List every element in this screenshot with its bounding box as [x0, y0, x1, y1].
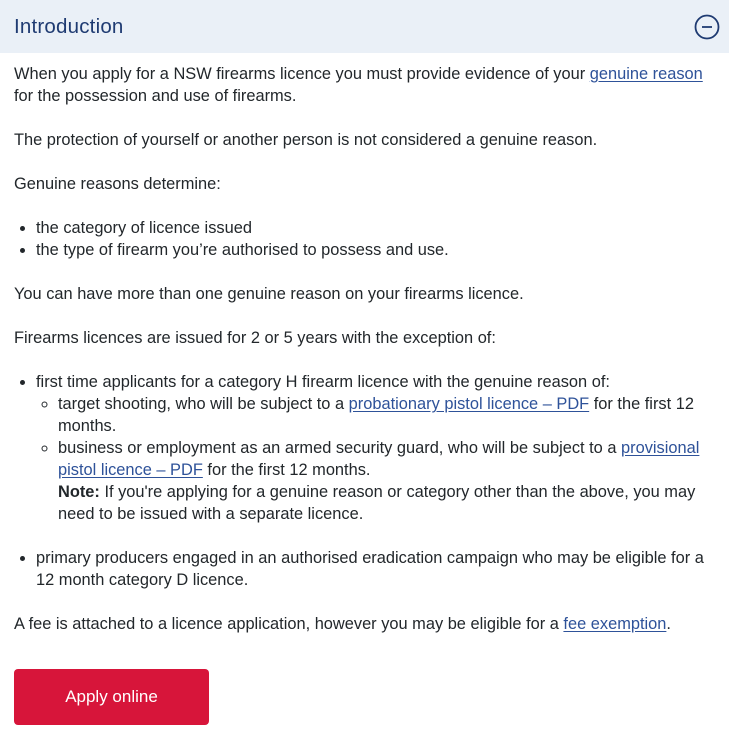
genuine-reason-link[interactable]: genuine reason [589, 65, 703, 83]
accordion-content [0, 53, 729, 725]
genuine-reasons-list [14, 217, 721, 261]
exceptions-list [14, 371, 721, 591]
accordion-title: Introduction [14, 14, 124, 38]
genuine-reasons-heading: Genuine reasons determine: [14, 175, 221, 193]
list-item: • first time applicants for a category H firearm licence with the genuine reason of: ◦ target shooting, who will be subject to a probationary pistol licence – PDF for the first 12 months. ◦ business or employment as an armed security guard, who will be subject to a provisional pistol licence – PDF for the first 12 months. Note: If you're applying for a genuine reason or category other than the above, you may need to be issued with a separate licence. [36, 371, 721, 525]
provisional-pistol-licence-link[interactable]: provisional pistol licence – PDF [58, 439, 700, 479]
list-item: ◦ business or employment as an armed security guard, who will be subject to a provisional pistol licence – PDF for the first 12 months. Note: If you're applying for a genuine reason or category other than the above, you may need to be issued with a separate licence. [58, 437, 721, 525]
minus-circle-icon[interactable] [694, 14, 720, 40]
intro-paragraph: When you apply for a NSW firearms licence you must provide evidence of your genuine reason for the possession and use of firearms. [14, 65, 703, 105]
accordion-header[interactable] [0, 0, 729, 53]
list-item: ◦ target shooting, who will be subject to a probationary pistol licence – PDF for the first 12 months. [58, 393, 721, 437]
fee-paragraph: A fee is attached to a licence application, however you may be eligible for a fee exemption. [14, 615, 671, 633]
protection-paragraph: The protection of yourself or another person is not considered a genuine reason. [14, 131, 598, 149]
apply-online-button[interactable]: Apply online [14, 669, 209, 725]
list-item: • the category of licence issued [36, 217, 721, 239]
list-item: • primary producers engaged in an authorised eradication campaign who may be eligible for a 12 month category D licence. [36, 547, 721, 591]
fee-exemption-link[interactable]: fee exemption [563, 615, 667, 633]
note-label: Note: [58, 483, 100, 501]
probationary-pistol-licence-link[interactable]: probationary pistol licence – PDF [348, 395, 590, 413]
note-text: If you're applying for a genuine reason or category other than the above, you may need to be issued with a separate licence. [58, 483, 696, 523]
list-item: • the type of firearm you’re authorised to possess and use. [36, 239, 721, 261]
licence-duration-paragraph: Firearms licences are issued for 2 or 5 years with the exception of: [14, 329, 496, 347]
multiple-reasons-paragraph: You can have more than one genuine reason on your firearms licence. [14, 285, 524, 303]
sub-list [36, 393, 721, 525]
